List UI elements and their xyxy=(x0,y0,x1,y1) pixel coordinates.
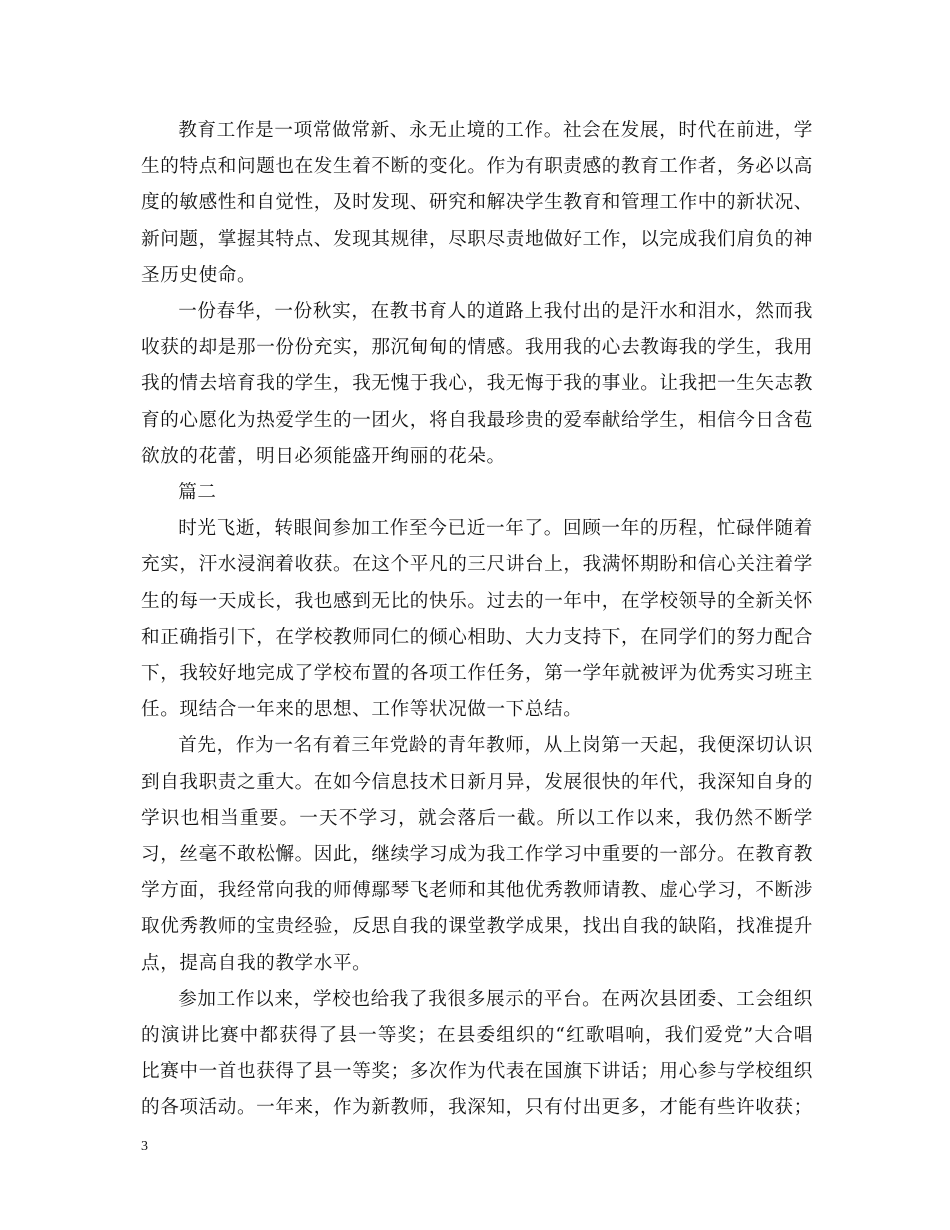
document-body xyxy=(141,113,813,1127)
section-heading-part-two: 篇二 xyxy=(178,482,217,504)
paragraph-spring-autumn: 一份春华，一份秋实，在教书育人的道路上我付出的是汗水和泪水，然而我收获的却是那一份份充实，那沉甸甸的情感。我用我的心去教诲我的学生，我用我的情去培育我的学生，我无愧于我心，我无悔于我的事业。让我把一生矢志教育的心愿化为热爱学生的一团火，将自我最珍贵的爱奉献给学生，相信今日含苞欲放的花蕾，明日必须能盛开绚丽的花朵。 xyxy=(141,301,813,467)
paragraph-first: 首先，作为一名有着三年党龄的青年教师，从上岗第一天起，我便深切认识到自我职责之重大。在如今信息技术日新月异，发展很快的年代，我深知自身的学识也相当重要。一天不学习，就会落后一截。所以工作以来，我仍然不断学习，丝毫不敢松懈。因此，继续学习成为我工作学习中重要的一部分。在教育教学方面，我经常向我的师傅鄢琴飞老师和其他优秀教师请教、虚心学习，不断涉取优秀教师的宝贵经验，反思自我的课堂教学成果，找出自我的缺陷，找准提升点，提高自我的教学水平。 xyxy=(141,735,813,974)
page-number: 3 xyxy=(141,1139,148,1154)
paragraph-since-joining: 参加工作以来，学校也给我了我很多展示的平台。在两次县团委、工会组织的演讲比赛中都获得了县一等奖；在县委组织的“红歌唱响，我们爱党”大合唱比赛中一首也获得了县一等奖；多次作为代表在国旗下讲话；用心参与学校组织的各项活动。一年来，作为新教师，我深知，只有付出更多，才能有些许收获； xyxy=(141,988,813,1119)
paragraph-time-flies: 时光飞逝，转眼间参加工作至今已近一年了。回顾一年的历程，忙碌伴随着充实，汗水浸润着收获。在这个平凡的三尺讲台上，我满怀期盼和信心关注着学生的每一天成长，我也感到无比的快乐。过去的一年中，在学校领导的全新关怀和正确指引下，在学校教师同仁的倾心相助、大力支持下，在同学们的努力配合下，我较好地完成了学校布置的各项工作任务，第一学年就被评为优秀实习班主任。现结合一年来的思想、工作等状况做一下总结。 xyxy=(141,518,813,721)
paragraph-education-work: 教育工作是一项常做常新、永无止境的工作。社会在发展，时代在前进，学生的特点和问题也在发生着不断的变化。作为有职责感的教育工作者，务必以高度的敏感性和自觉性，及时发现、研究和解决学生教育和管理工作中的新状况、新问题，掌握其特点、发现其规律，尽职尽责地做好工作，以完成我们肩负的神圣历史使命。 xyxy=(141,120,813,286)
